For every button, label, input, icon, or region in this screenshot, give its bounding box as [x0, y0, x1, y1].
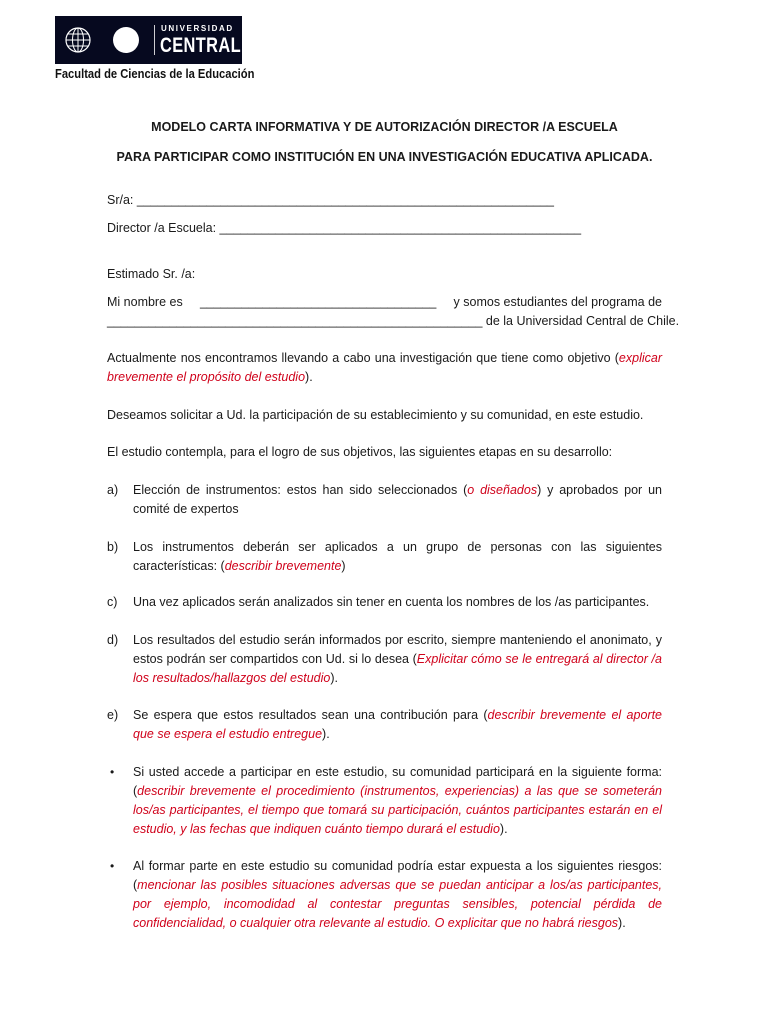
request-paragraph: Deseamos solicitar a Ud. la participación de su establecimiento y su comunidad, en este estudio.: [107, 408, 644, 422]
list-marker: a): [107, 483, 119, 497]
intro-paragraph: [107, 293, 680, 331]
logo-university-text: UNIVERSIDAD: [161, 24, 234, 33]
stages-intro: El estudio contempla, para el logro de sus objetivos, las siguientes etapas en su desarrollo:: [107, 445, 613, 459]
list-item-d: d) Los resultados del estudio serán informados por escrito, siempre manteniendo el anonimato, y estos podrán ser compartidos con Ud. si lo desea (Explicitar cómo se le entregará al director /a los resultados/hallazgos del estudio).: [107, 633, 662, 685]
bullet-marker: •: [110, 859, 115, 873]
list-marker: b): [107, 540, 119, 554]
list-marker: e): [107, 708, 119, 722]
document-title: [107, 118, 662, 167]
intro-name-blank: __________________________________: [199, 295, 437, 309]
faculty-name: Facultad de Ciencias de la Educación: [55, 66, 255, 81]
bullet-marker: •: [110, 765, 115, 779]
intro-program-blank: ______________________________________________________: [107, 314, 483, 328]
title-line-2: PARA PARTICIPAR COMO INSTITUCIÓN EN UNA INVESTIGACIÓN EDUCATIVA APLICADA.: [116, 150, 653, 164]
director-field: Director /a Escuela: ____________________________________________________: [107, 221, 582, 235]
bullet-item-risks: • Al formar parte en este estudio su comunidad podría estar expuesta a los siguientes riesgos: (mencionar las posibles situaciones adversas que se puedan anticipar a los/as participantes, por ejemplo, incomodidad al contestar preguntas sensibles, potencial pérdida de confidencialidad, o cualquier otra relevante al estudio. O explicitar que no habrá riesgos).: [110, 859, 662, 930]
objective-paragraph: Actualmente nos encontramos llevando a cabo una investigación que tiene como objetivo (explicar brevemente el propósito del estudio).: [107, 351, 662, 384]
list-item-b: b) Los instrumentos deberán ser aplicados a un grupo de personas con las siguientes características: (describir brevemente): [107, 540, 662, 573]
university-logo: [55, 16, 242, 64]
list-item-c: c) Una vez aplicados serán analizados sin tener en cuenta los nombres de los /as participantes.: [107, 593, 662, 612]
list-marker: c): [107, 595, 118, 609]
intro-text-2: y somos estudiantes del programa de: [453, 295, 662, 309]
logo-central-text: CENTRAL: [160, 34, 241, 57]
list-item-e: e) Se espera que estos resultados sean una contribución para (describir brevemente el aporte que se espera el estudio entregue).: [107, 708, 662, 741]
intro-text-1: Mi nombre es: [107, 295, 183, 309]
sra-field: Sr/a: ____________________________________________________________: [107, 193, 554, 207]
greeting: Estimado Sr. /a:: [107, 267, 196, 281]
logo-divider: [154, 25, 155, 55]
circle-emblem-icon: [113, 27, 139, 53]
title-line-1: MODELO CARTA INFORMATIVA Y DE AUTORIZACIÓN DIRECTOR /A ESCUELA: [151, 120, 618, 134]
list-marker: d): [107, 633, 119, 647]
globe-icon: [65, 27, 91, 53]
objective-placeholder: explicar brevemente el propósito del estudio: [107, 351, 662, 384]
intro-text-3: de la Universidad Central de Chile.: [485, 314, 680, 328]
bullet-item-participation: • Si usted accede a participar en este estudio, su comunidad participará en la siguiente forma: (describir brevemente el procedimiento (instrumentos, experiencias) a las que se someterán los/as participantes, el tiempo que tomará su participación, cuántos participantes estarán en el estudio, y las fechas que indiquen cuánto tiempo durará el estudio).: [110, 765, 662, 836]
list-item-a: a) Elección de instrumentos: estos han sido seleccionados (o diseñados) y aprobados por un comité de expertos: [107, 483, 662, 516]
